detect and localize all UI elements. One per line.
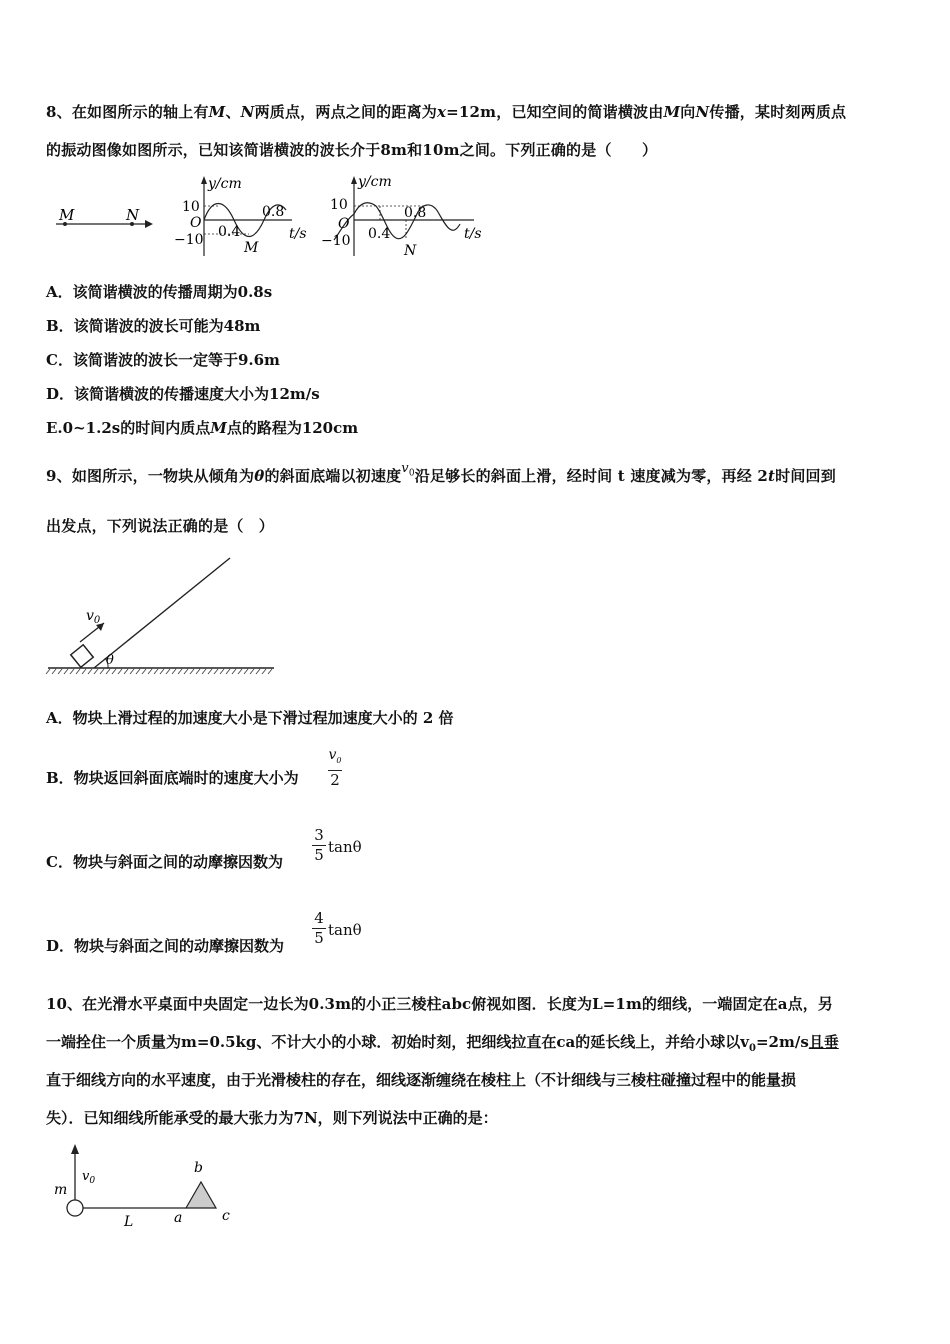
text: 8、在如图所示的轴上有 xyxy=(46,103,209,121)
label-L: L xyxy=(124,1214,134,1230)
ypos: 10 xyxy=(182,199,200,215)
label-b: b xyxy=(194,1160,203,1176)
q8-option-b: B．该简谐波的波长可能为48m xyxy=(46,317,261,335)
numerator: 3 xyxy=(314,826,324,844)
label-v0 xyxy=(82,1169,95,1186)
q9-option-c: C．物块与斜面之间的动摩擦因数为 xyxy=(46,853,283,871)
q10-line3: 直于细线方向的水平速度，由于光滑棱柱的存在，细线逐渐缠绕在棱柱上（不计细线与三棱柱碰撞过程中的能量损 xyxy=(46,1071,797,1089)
prism xyxy=(186,1182,216,1208)
label-c: c xyxy=(222,1208,230,1224)
label-N: N xyxy=(126,206,140,224)
t1: 0.4 xyxy=(368,226,391,242)
t2: 0.8 xyxy=(404,205,427,221)
point-N: N xyxy=(404,243,417,259)
q9-option-c-tan: tanθ xyxy=(328,838,362,856)
text: 且垂 xyxy=(808,1033,839,1051)
q9-stem-line2: 出发点，下列说法正确的是（ ） xyxy=(46,517,275,535)
point-M: M xyxy=(244,240,259,256)
text: =12m，已知空间的简谐横波由 xyxy=(446,103,664,121)
yneg: −10 xyxy=(174,232,204,248)
graph-M xyxy=(174,176,307,256)
q9-option-d: D．物块与斜面之间的动摩擦因数为 xyxy=(46,937,285,955)
v0-symbol xyxy=(401,461,415,479)
text: E.0~1.2s的时间内质点 xyxy=(46,419,211,437)
t: t xyxy=(768,467,776,485)
mn-axis xyxy=(56,206,153,228)
q8-option-d: D．该简谐横波的传播速度大小为12m/s xyxy=(46,385,320,403)
text: 两质点，两点之间的距离为 xyxy=(254,103,437,121)
q9-option-b: B．物块返回斜面底端时的速度大小为 xyxy=(46,769,299,787)
sub: 0 xyxy=(89,1176,96,1186)
q9-option-c-fraction xyxy=(312,827,326,864)
text: 点的路程为120cm xyxy=(226,419,359,437)
v0-label xyxy=(86,608,101,626)
text: 传播，某时刻两质点 xyxy=(709,103,847,121)
text-M: M xyxy=(208,103,226,121)
q8-figure xyxy=(50,172,490,262)
q10-figure xyxy=(50,1142,250,1232)
text: 的斜面底端以初速度 xyxy=(264,467,402,485)
text: 向 xyxy=(680,103,696,121)
denominator: 2 xyxy=(330,770,340,789)
sub: 0 xyxy=(93,615,101,626)
denominator: 5 xyxy=(314,846,324,864)
q10-line2 xyxy=(46,1032,839,1059)
text: =2m/s xyxy=(755,1033,809,1051)
ball xyxy=(67,1200,83,1216)
q10-line1: 10、在光滑水平桌面中央固定一边长为0.3m的小正三棱柱abc俯视如图．长度为L=1m的细线，一端固定在a点，另 xyxy=(46,995,833,1013)
text: 一端拴住一个质量为m=0.5kg、不计大小的小球．初始时刻，把细线拉直在ca的延长线上，并给小球以v xyxy=(46,1033,749,1051)
theta: θ xyxy=(254,467,265,485)
denominator: 5 xyxy=(314,929,324,947)
v: v xyxy=(82,1169,90,1184)
q9-option-d-fraction xyxy=(312,910,326,947)
q8-option-a: A．该简谐横波的传播周期为0.8s xyxy=(46,283,273,301)
text-N: N xyxy=(695,103,710,121)
q9-option-d-tan: tanθ xyxy=(328,921,362,939)
sub: 0 xyxy=(749,1043,756,1054)
text-M: M xyxy=(663,103,681,121)
ypos: 10 xyxy=(330,197,348,213)
ylabel: y/cm xyxy=(358,174,392,190)
origin: O xyxy=(190,215,202,231)
text-x: x xyxy=(436,103,447,121)
q9-figure xyxy=(44,552,284,680)
text-M: M xyxy=(210,419,227,437)
v: v xyxy=(401,461,409,476)
tlabel: t/s xyxy=(289,226,307,242)
q8-stem-line2: 的振动图像如图所示，已知该简谐横波的波长介于8m和10m之间。下列正确的是（ ） xyxy=(46,141,658,159)
text: 9、如图所示，一物块从倾角为 xyxy=(46,467,255,485)
numerator xyxy=(328,747,342,769)
text: 、 xyxy=(225,103,241,121)
q9-option-b-fraction xyxy=(328,747,342,789)
graph-N xyxy=(321,174,482,259)
t2: 0.8 xyxy=(262,204,285,220)
numerator: 4 xyxy=(314,909,324,927)
q8-option-e xyxy=(46,418,358,438)
t1: 0.4 xyxy=(218,224,241,240)
ylabel: y/cm xyxy=(208,176,242,192)
block xyxy=(71,645,94,668)
q9-option-a: A．物块上滑过程的加速度大小是下滑过程加速度大小的 2 倍 xyxy=(46,709,454,727)
text: 沿足够长的斜面上滑，经时间 t 速度减为零，再经 2 xyxy=(414,467,769,485)
text: 时间回到 xyxy=(775,467,836,485)
sub: 0 xyxy=(408,468,415,479)
q8-option-c: C．该简谐波的波长一定等于9.6m xyxy=(46,351,280,369)
q10-line4: 失）．已知细线所能承受的最大张力为7N，则下列说法中正确的是： xyxy=(46,1109,498,1127)
sub: 0 xyxy=(336,755,342,765)
q8-stem-line1 xyxy=(46,102,846,122)
v: v xyxy=(328,747,337,763)
text-N: N xyxy=(240,103,255,121)
origin: O xyxy=(338,216,350,232)
label-m: m xyxy=(54,1182,68,1198)
label-M: M xyxy=(59,206,75,224)
incline xyxy=(94,558,230,668)
q9-stem-line1 xyxy=(46,461,836,493)
angle-label: θ xyxy=(106,653,114,668)
tlabel: t/s xyxy=(464,226,482,242)
label-a: a xyxy=(174,1210,183,1226)
yneg: −10 xyxy=(321,233,351,249)
v: v xyxy=(86,608,94,624)
